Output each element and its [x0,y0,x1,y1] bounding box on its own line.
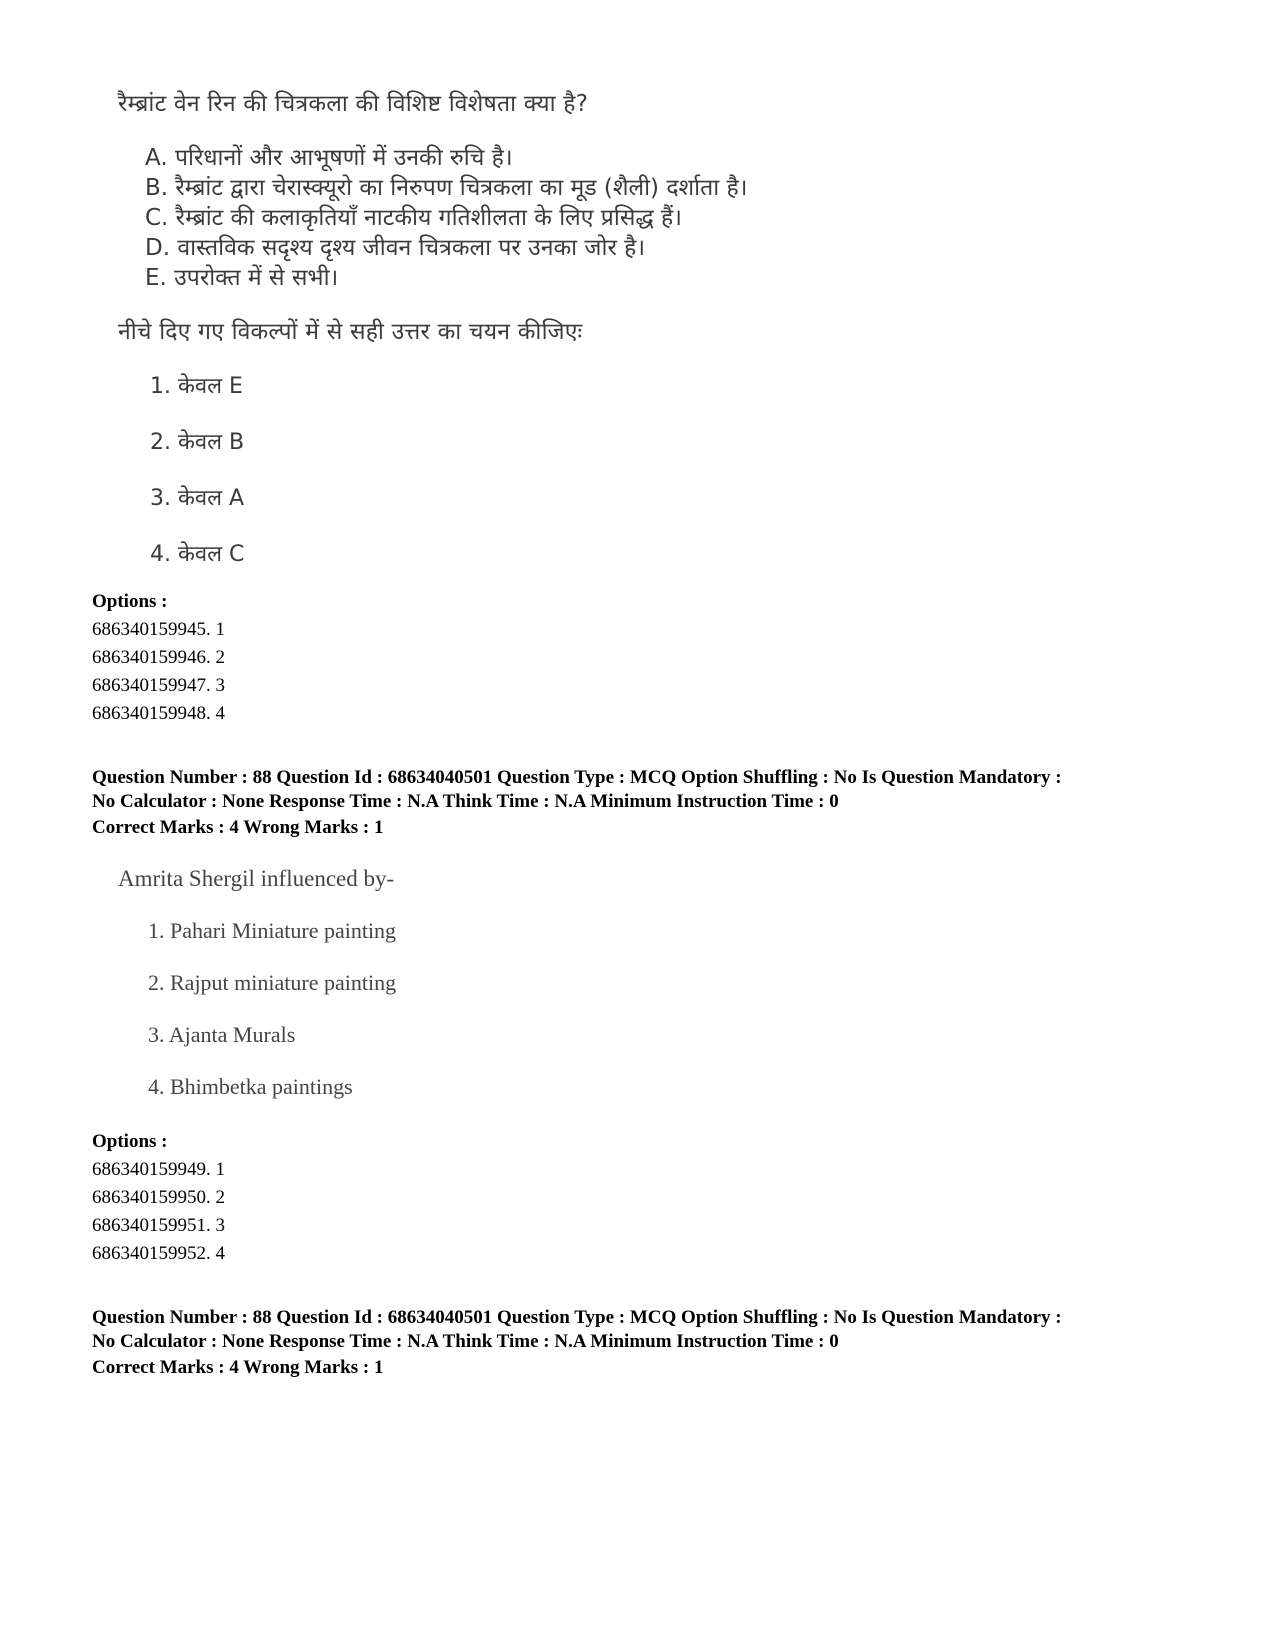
option-id-1: 686340159945. 1 [92,619,225,640]
question-text: Amrita Shergil influenced by- [118,866,395,891]
option-id-2: 686340159950. 2 [92,1187,225,1208]
question-meta [92,766,1212,814]
choice-3: 3. केवल A [150,486,245,511]
statement-c: C. रैम्ब्रांट की कलाकृतियाँ नाटकीय गतिशीलता के लिए प्रसिद्ध हैं। [145,205,682,231]
option-id-4: 686340159948. 4 [92,703,225,724]
meta-line-1: Question Number : 88 Question Id : 68634040501 Question Type : MCQ Option Shuffling : No Is Question Mandatory : [92,767,1062,788]
statement-d: D. वास्तविक सदृश्य दृश्य जीवन चित्रकला पर उनका जोर है। [145,235,646,261]
option-id-4: 686340159952. 4 [92,1243,225,1264]
choice-4: 4. केवल C [150,542,245,567]
choice-3: 3. Ajanta Murals [148,1022,296,1047]
choice-2: 2. Rajput miniature painting [148,970,397,995]
statement-a: A. परिधानों और आभूषणों में उनकी रुचि है। [145,145,513,171]
marks-line: Correct Marks : 4 Wrong Marks : 1 [92,1357,384,1378]
meta-line-2: No Calculator : None Response Time : N.A Think Time : N.A Minimum Instruction Time : 0 [92,1331,839,1352]
choice-1: 1. Pahari Miniature painting [148,918,397,943]
statement-b: B. रैम्ब्रांट द्वारा चेरास्क्यूरो का निरुपण चित्रकला का मूड (शैली) दर्शाता है। [145,175,748,201]
meta-line-1: Question Number : 88 Question Id : 68634040501 Question Type : MCQ Option Shuffling : No Is Question Mandatory : [92,1307,1062,1328]
options-label: Options : [92,1131,168,1152]
option-id-2: 686340159946. 2 [92,647,225,668]
meta-line-2: No Calculator : None Response Time : N.A Think Time : N.A Minimum Instruction Time : 0 [92,791,839,812]
choice-1: 1. केवल E [150,374,243,399]
question-text: रैम्ब्रांट वेन रिन की चित्रकला की विशिष्ट विशेषता क्या है? [118,91,589,117]
question-meta [92,1306,1212,1354]
instruction-text: नीचे दिए गए विकल्पों में से सही उत्तर का चयन कीजिएः [118,319,583,345]
option-id-3: 686340159947. 3 [92,675,225,696]
choice-2: 2. केवल B [150,430,245,455]
option-id-1: 686340159949. 1 [92,1159,225,1180]
choice-4: 4. Bhimbetka paintings [148,1074,353,1099]
option-id-3: 686340159951. 3 [92,1215,225,1236]
options-label: Options : [92,591,168,612]
statement-e: E. उपरोक्त में से सभी। [145,265,339,291]
marks-line: Correct Marks : 4 Wrong Marks : 1 [92,817,384,838]
